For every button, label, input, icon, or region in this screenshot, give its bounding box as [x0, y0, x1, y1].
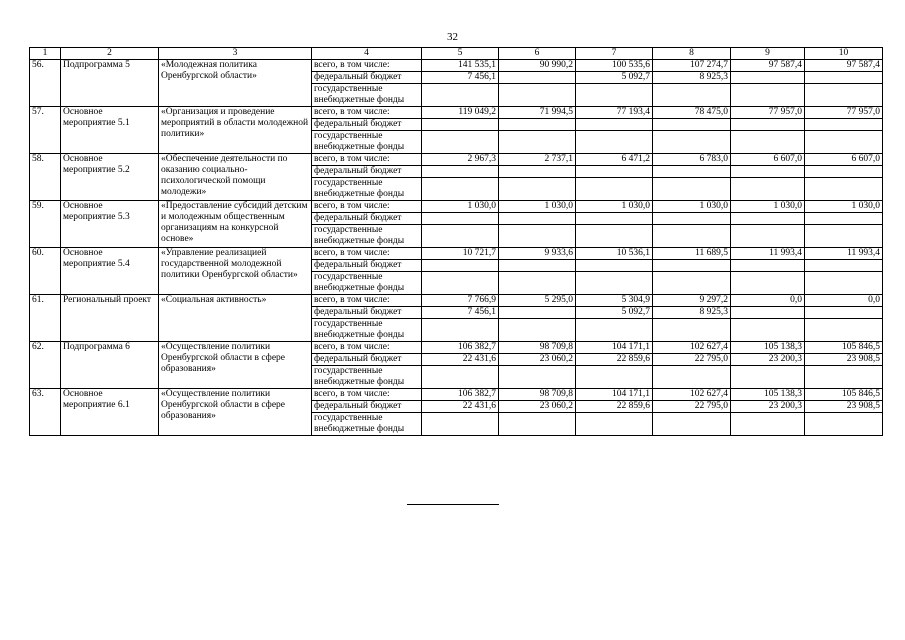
amount-cell: 105 846,5: [805, 389, 883, 401]
amount-cell: 8 925,3: [653, 307, 731, 319]
amount-cell: [731, 131, 805, 154]
amount-cell: 11 689,5: [653, 248, 731, 260]
amount-cell: [805, 166, 883, 178]
amount-cell: [653, 272, 731, 295]
amount-cell: [422, 260, 499, 272]
amount-cell: 22 431,6: [422, 401, 499, 413]
funding-source-label: всего, в том числе:: [312, 248, 422, 260]
amount-cell: [653, 84, 731, 107]
amount-cell: 23 060,2: [499, 354, 576, 366]
row-number: 58.: [30, 154, 61, 201]
program-name: «Осуществление политики Оренбургской области в сфере образования»: [159, 389, 312, 436]
funding-source-label: государственные внебюджетные фонды: [312, 272, 422, 295]
funding-source-label: федеральный бюджет: [312, 119, 422, 131]
amount-cell: 1 030,0: [731, 201, 805, 213]
amount-cell: 1 030,0: [653, 201, 731, 213]
amount-cell: 22 795,0: [653, 354, 731, 366]
amount-cell: [499, 84, 576, 107]
amount-cell: 1 030,0: [499, 201, 576, 213]
amount-cell: [422, 225, 499, 248]
amount-cell: [576, 178, 653, 201]
program-row: [30, 295, 883, 307]
amount-cell: 98 709,8: [499, 389, 576, 401]
amount-cell: [576, 131, 653, 154]
amount-cell: 104 171,1: [576, 342, 653, 354]
amount-cell: 23 908,5: [805, 354, 883, 366]
amount-cell: [576, 272, 653, 295]
end-rule: [407, 504, 499, 505]
row-number: 63.: [30, 389, 61, 436]
amount-cell: [805, 413, 883, 436]
amount-cell: 23 200,3: [731, 401, 805, 413]
amount-cell: [805, 319, 883, 342]
amount-cell: [576, 84, 653, 107]
amount-cell: [576, 213, 653, 225]
funding-source-label: всего, в том числе:: [312, 342, 422, 354]
program-name: «Организация и проведение мероприятий в области молодежной политики»: [159, 107, 312, 154]
amount-cell: [653, 166, 731, 178]
amount-cell: [499, 272, 576, 295]
amount-cell: 6 607,0: [731, 154, 805, 166]
amount-cell: 105 846,5: [805, 342, 883, 354]
amount-cell: 106 382,7: [422, 389, 499, 401]
program-row: [30, 107, 883, 119]
amount-cell: 102 627,4: [653, 389, 731, 401]
program-status: Региональный проект: [61, 295, 159, 342]
page-number: 32: [447, 31, 458, 43]
amount-cell: [805, 225, 883, 248]
program-row: [30, 60, 883, 72]
amount-cell: 22 859,6: [576, 354, 653, 366]
amount-cell: 106 382,7: [422, 342, 499, 354]
amount-cell: 22 859,6: [576, 401, 653, 413]
program-name: «Социальная активность»: [159, 295, 312, 342]
amount-cell: 7 456,1: [422, 72, 499, 84]
amount-cell: [805, 307, 883, 319]
program-row: [30, 248, 883, 260]
program-status: Основное мероприятие 5.1: [61, 107, 159, 154]
amount-cell: [653, 225, 731, 248]
funding-source-label: федеральный бюджет: [312, 354, 422, 366]
column-header: 9: [731, 48, 805, 60]
funding-source-label: федеральный бюджет: [312, 260, 422, 272]
amount-cell: 5 295,0: [499, 295, 576, 307]
column-header: 6: [499, 48, 576, 60]
row-number: 62.: [30, 342, 61, 389]
amount-cell: [653, 366, 731, 389]
amount-cell: 6 471,2: [576, 154, 653, 166]
amount-cell: [499, 319, 576, 342]
funding-source-label: государственные внебюджетные фонды: [312, 84, 422, 107]
amount-cell: [731, 260, 805, 272]
funding-source-label: всего, в том числе:: [312, 154, 422, 166]
amount-cell: 23 060,2: [499, 401, 576, 413]
amount-cell: [422, 413, 499, 436]
funding-source-label: всего, в том числе:: [312, 201, 422, 213]
amount-cell: [422, 131, 499, 154]
amount-cell: [499, 178, 576, 201]
amount-cell: 2 737,1: [499, 154, 576, 166]
budget-table: [29, 47, 883, 436]
amount-cell: 23 200,3: [731, 354, 805, 366]
amount-cell: [805, 366, 883, 389]
amount-cell: [805, 272, 883, 295]
amount-cell: 7 456,1: [422, 307, 499, 319]
amount-cell: 1 030,0: [576, 201, 653, 213]
amount-cell: [422, 84, 499, 107]
funding-source-label: государственные внебюджетные фонды: [312, 131, 422, 154]
amount-cell: 141 535,1: [422, 60, 499, 72]
amount-cell: [499, 366, 576, 389]
amount-cell: [576, 166, 653, 178]
row-number: 60.: [30, 248, 61, 295]
amount-cell: [731, 119, 805, 131]
funding-source-label: государственные внебюджетные фонды: [312, 366, 422, 389]
amount-cell: [731, 366, 805, 389]
amount-cell: 23 908,5: [805, 401, 883, 413]
amount-cell: 90 990,2: [499, 60, 576, 72]
amount-cell: 10 536,1: [576, 248, 653, 260]
row-number: 61.: [30, 295, 61, 342]
funding-source-label: всего, в том числе:: [312, 295, 422, 307]
program-name: «Предоставление субсидий детским и молодежным общественным организациям на конкурсной основе»: [159, 201, 312, 248]
column-header: 10: [805, 48, 883, 60]
amount-cell: 1 030,0: [805, 201, 883, 213]
amount-cell: [576, 413, 653, 436]
column-header: 3: [159, 48, 312, 60]
column-header: 2: [61, 48, 159, 60]
amount-cell: [499, 119, 576, 131]
amount-cell: 5 092,7: [576, 307, 653, 319]
amount-cell: 100 535,6: [576, 60, 653, 72]
funding-source-label: государственные внебюджетные фонды: [312, 178, 422, 201]
amount-cell: 11 993,4: [731, 248, 805, 260]
amount-cell: 97 587,4: [731, 60, 805, 72]
amount-cell: [653, 131, 731, 154]
program-name: «Обеспечение деятельности по оказанию социально-психологической помощи молодежи»: [159, 154, 312, 201]
amount-cell: 71 994,5: [499, 107, 576, 119]
program-row: [30, 154, 883, 166]
amount-cell: 2 967,3: [422, 154, 499, 166]
amount-cell: 77 957,0: [805, 107, 883, 119]
funding-source-label: федеральный бюджет: [312, 307, 422, 319]
amount-cell: [499, 413, 576, 436]
amount-cell: [731, 307, 805, 319]
amount-cell: 6 783,0: [653, 154, 731, 166]
program-row: [30, 201, 883, 213]
amount-cell: [576, 319, 653, 342]
amount-cell: [499, 260, 576, 272]
program-name: «Молодежная политика Оренбургской области»: [159, 60, 312, 107]
column-header: 1: [30, 48, 61, 60]
funding-source-label: государственные внебюджетные фонды: [312, 319, 422, 342]
amount-cell: 22 431,6: [422, 354, 499, 366]
amount-cell: 78 475,0: [653, 107, 731, 119]
program-status: Основное мероприятие 6.1: [61, 389, 159, 436]
amount-cell: [422, 119, 499, 131]
funding-source-label: всего, в том числе:: [312, 107, 422, 119]
column-header: 5: [422, 48, 499, 60]
amount-cell: 10 721,7: [422, 248, 499, 260]
amount-cell: 0,0: [731, 295, 805, 307]
amount-cell: [731, 272, 805, 295]
amount-cell: [805, 260, 883, 272]
amount-cell: [805, 131, 883, 154]
amount-cell: [653, 319, 731, 342]
amount-cell: [653, 213, 731, 225]
amount-cell: 1 030,0: [422, 201, 499, 213]
table-body: [30, 48, 883, 436]
amount-cell: [499, 131, 576, 154]
program-status: Основное мероприятие 5.4: [61, 248, 159, 295]
amount-cell: [731, 166, 805, 178]
amount-cell: [422, 272, 499, 295]
amount-cell: 6 607,0: [805, 154, 883, 166]
amount-cell: 9 297,2: [653, 295, 731, 307]
program-name: «Осуществление политики Оренбургской области в сфере образования»: [159, 342, 312, 389]
amount-cell: [805, 213, 883, 225]
amount-cell: 104 171,1: [576, 389, 653, 401]
row-number: 56.: [30, 60, 61, 107]
row-number: 57.: [30, 107, 61, 154]
amount-cell: 8 925,3: [653, 72, 731, 84]
funding-source-label: федеральный бюджет: [312, 213, 422, 225]
amount-cell: [731, 213, 805, 225]
amount-cell: 7 766,9: [422, 295, 499, 307]
amount-cell: 98 709,8: [499, 342, 576, 354]
funding-source-label: федеральный бюджет: [312, 166, 422, 178]
amount-cell: [731, 84, 805, 107]
amount-cell: [805, 178, 883, 201]
funding-source-label: государственные внебюджетные фонды: [312, 225, 422, 248]
program-row: [30, 342, 883, 354]
amount-cell: 77 193,4: [576, 107, 653, 119]
amount-cell: [805, 72, 883, 84]
amount-cell: [731, 72, 805, 84]
amount-cell: [731, 178, 805, 201]
column-header: 7: [576, 48, 653, 60]
amount-cell: 5 092,7: [576, 72, 653, 84]
program-status: Подпрограмма 6: [61, 342, 159, 389]
program-status: Подпрограмма 5: [61, 60, 159, 107]
amount-cell: [731, 413, 805, 436]
amount-cell: [653, 413, 731, 436]
amount-cell: [422, 366, 499, 389]
amount-cell: [422, 213, 499, 225]
amount-cell: [499, 166, 576, 178]
amount-cell: [422, 319, 499, 342]
amount-cell: 0,0: [805, 295, 883, 307]
amount-cell: [576, 260, 653, 272]
amount-cell: [499, 307, 576, 319]
funding-source-label: федеральный бюджет: [312, 401, 422, 413]
amount-cell: [576, 366, 653, 389]
amount-cell: [576, 225, 653, 248]
amount-cell: [653, 119, 731, 131]
amount-cell: [653, 260, 731, 272]
amount-cell: [422, 178, 499, 201]
amount-cell: 105 138,3: [731, 342, 805, 354]
amount-cell: [576, 119, 653, 131]
amount-cell: [805, 84, 883, 107]
amount-cell: 9 933,6: [499, 248, 576, 260]
program-status: Основное мероприятие 5.2: [61, 154, 159, 201]
amount-cell: 107 274,7: [653, 60, 731, 72]
amount-cell: 119 049,2: [422, 107, 499, 119]
amount-cell: 97 587,4: [805, 60, 883, 72]
column-header: 4: [312, 48, 422, 60]
amount-cell: [422, 166, 499, 178]
amount-cell: 77 957,0: [731, 107, 805, 119]
amount-cell: 11 993,4: [805, 248, 883, 260]
funding-source-label: всего, в том числе:: [312, 60, 422, 72]
funding-source-label: федеральный бюджет: [312, 72, 422, 84]
amount-cell: [731, 225, 805, 248]
funding-source-label: всего, в том числе:: [312, 389, 422, 401]
program-name: «Управление реализацией государственной молодежной политики Оренбургской области»: [159, 248, 312, 295]
amount-cell: [731, 319, 805, 342]
funding-source-label: государственные внебюджетные фонды: [312, 413, 422, 436]
amount-cell: 102 627,4: [653, 342, 731, 354]
column-header-row: [30, 48, 883, 60]
row-number: 59.: [30, 201, 61, 248]
amount-cell: [805, 119, 883, 131]
amount-cell: [499, 213, 576, 225]
amount-cell: [499, 72, 576, 84]
program-row: [30, 389, 883, 401]
amount-cell: [653, 178, 731, 201]
column-header: 8: [653, 48, 731, 60]
program-status: Основное мероприятие 5.3: [61, 201, 159, 248]
amount-cell: [499, 225, 576, 248]
amount-cell: 22 795,0: [653, 401, 731, 413]
amount-cell: 105 138,3: [731, 389, 805, 401]
amount-cell: 5 304,9: [576, 295, 653, 307]
